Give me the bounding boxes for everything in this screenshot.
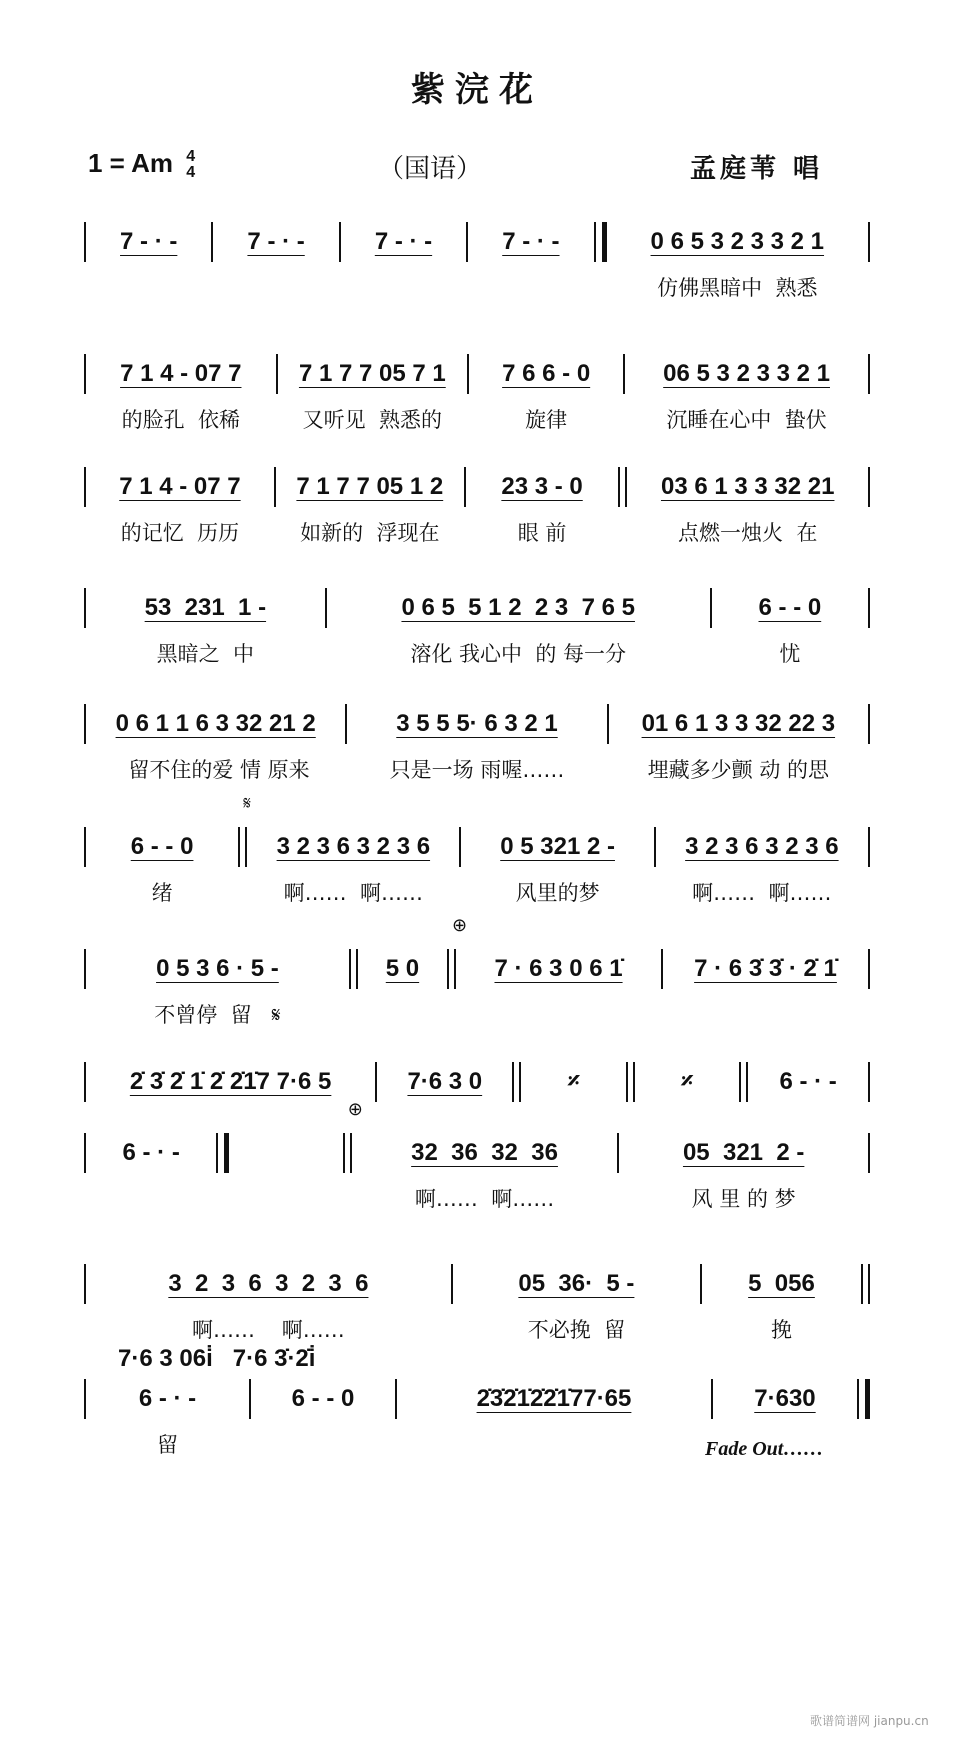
staff-row-5 <box>84 700 870 784</box>
measure <box>276 463 464 547</box>
measure-notes: 05 36· 5 - <box>518 1270 635 1297</box>
measure-notes: 7 6 6 - 0 <box>502 360 591 387</box>
measure <box>635 1058 739 1112</box>
measure <box>347 1099 618 1213</box>
measure <box>469 350 623 434</box>
measure <box>347 700 606 784</box>
measure <box>251 1375 395 1429</box>
staff-row-2 <box>84 350 870 434</box>
measure <box>341 218 466 272</box>
staff-row-10 <box>84 1260 870 1344</box>
measure <box>86 463 274 547</box>
measure-notes: 6 - - 0 <box>130 833 194 860</box>
song-title: 紫浣花 <box>411 70 543 110</box>
measure-lyric: 留 <box>156 1433 178 1457</box>
measure-notes: 7 1 4 - 07 7 <box>119 473 241 500</box>
measure-notes: 7 · 6 3̇ 3̇ · 2̇ 1̇ <box>694 955 837 982</box>
coda-icon: ⊕ <box>452 915 468 936</box>
measure <box>713 1375 857 1429</box>
double-barline <box>739 1062 748 1102</box>
staff-row-6 <box>84 793 870 907</box>
language-label: （国语） <box>378 154 483 184</box>
measure <box>461 823 653 907</box>
double-barline <box>343 1133 352 1173</box>
measure-notes: 03 6 1 3 3 32 21 <box>660 473 835 500</box>
measure-notes: 0 5 3 6 · 5 - <box>156 955 279 982</box>
measure <box>625 350 868 434</box>
measure-lyric: 忧 <box>779 642 801 666</box>
measure-notes: 53 231 1 - <box>144 594 267 621</box>
time-signature <box>186 149 195 181</box>
measure <box>452 915 661 999</box>
measure-notes: 0 5 321 2 - <box>500 833 615 860</box>
measure-lyric: 沉睡在心中 蛰伏 <box>666 408 827 432</box>
measure-lyric: 挽 <box>771 1318 792 1342</box>
measure-notes: 7 - · - <box>374 228 433 255</box>
measure-lyric: 啊…… 啊…… <box>283 881 423 905</box>
final-barline <box>594 222 607 262</box>
measure-notes: 6 - · - <box>779 1068 837 1095</box>
measure <box>521 1058 625 1112</box>
measure-notes: 5 0 <box>385 955 420 982</box>
measure <box>327 584 710 668</box>
measure-notes: 01 6 1 3 3 32 22 3 <box>641 710 836 737</box>
measure <box>86 1058 375 1112</box>
single-barline <box>868 949 870 989</box>
measure <box>466 463 619 547</box>
measure <box>213 218 338 272</box>
singer-label: 孟庭苇 唱 <box>690 154 824 184</box>
measure-notes: 3 5 5 5· 6 3 2 1 <box>396 710 558 737</box>
measure <box>229 1129 342 1183</box>
measure-notes: 3 2 3 6 3 2 3 6 <box>685 833 839 860</box>
measure-notes: 0 6 5 5 1 2 2 3 7 6 5 <box>401 594 635 621</box>
measure <box>358 945 447 999</box>
measure-notes: 7·6 3 0 <box>407 1068 483 1095</box>
double-barline <box>861 1264 870 1304</box>
measure-lyric: 不必挽 留 <box>527 1318 626 1342</box>
measure-lyric: 又听见 熟悉的 <box>302 408 443 432</box>
coda-icon: ⊕ <box>347 1099 363 1120</box>
measure-notes: 7 - · - <box>120 228 178 255</box>
measure <box>278 350 468 434</box>
measure-lyric: 啊…… 啊…… <box>414 1187 555 1211</box>
measure-lyric: 风 里 的 梦 <box>691 1187 796 1211</box>
measure-notes: 7 1 7 7 05 1 2 <box>296 473 444 500</box>
measure-notes: 06 5 3 2 3 3 2 1 <box>663 360 830 387</box>
measure <box>609 700 868 784</box>
staff-row-8 <box>84 1058 870 1112</box>
measure-lyric: 风里的梦 <box>515 881 600 905</box>
single-barline <box>868 1133 870 1173</box>
double-barline <box>512 1062 521 1102</box>
single-barline <box>868 222 870 262</box>
measure-notes: 6 - · - <box>122 1139 180 1166</box>
measure-notes: 𝄎 <box>567 1068 580 1095</box>
double-barline <box>618 467 627 507</box>
measure-notes: 23 3 - 0 <box>501 473 583 500</box>
single-barline <box>868 704 870 744</box>
staff-row-9 <box>84 1099 870 1213</box>
measure-notes <box>235 1129 336 1177</box>
measure-lyric: 留不住的爱 情 原来 <box>121 758 310 782</box>
measure-notes: 3 2 3 6 3 2 3 6 <box>276 833 431 860</box>
measure <box>86 218 211 272</box>
measure <box>748 1058 868 1112</box>
measure <box>712 584 868 668</box>
measure <box>86 1260 451 1344</box>
measure-notes: 7 1 7 7 05 7 1 <box>298 360 446 387</box>
measure <box>86 823 238 907</box>
measure-notes: 7 1 4 - 07 7 <box>120 360 242 387</box>
time-top: 4 <box>186 148 196 166</box>
measure-notes: 6 - · - <box>138 1385 197 1412</box>
measure-notes: 7·630 <box>754 1385 816 1412</box>
alternate-notes-line: 7·6 3 06i̇ 7·6 3̇·2̇i̇ <box>118 1345 316 1372</box>
measure-lyric: 不曾停 留 𝄋 <box>154 1003 281 1027</box>
measure-lyric: 绪 <box>151 881 173 905</box>
final-barline <box>216 1133 229 1173</box>
measure-lyric: 的记忆 历历 <box>120 521 240 545</box>
measure <box>607 218 868 302</box>
watermark: 歌谱简谱网 jianpu.cn <box>810 1714 929 1728</box>
key-signature <box>88 148 195 181</box>
staff-row-4 <box>84 584 870 668</box>
measure-notes: 0 6 5 3 2 3 3 2 1 <box>650 228 825 255</box>
measure-lyric: 的脸孔 依稀 <box>121 408 240 432</box>
measure-notes: 6 - - 0 <box>291 1385 355 1412</box>
measure-notes: 𝄎 <box>681 1068 693 1095</box>
time-bottom: 4 <box>186 164 196 182</box>
double-barline <box>238 827 247 867</box>
measure <box>663 945 868 999</box>
measure-notes: 2̇3̇2̇1̇2̇2̇1̇77·65 <box>476 1385 632 1412</box>
measure <box>86 1375 249 1459</box>
double-barline <box>626 1062 635 1102</box>
measure <box>86 700 345 784</box>
measure <box>86 584 325 668</box>
measure <box>702 1260 861 1344</box>
measure-notes: 3 2 3 6 3 2 3 6 <box>168 1270 369 1297</box>
staff-row-3 <box>84 463 870 547</box>
measure-lyric: 埋藏多少颤 动 的思 <box>647 758 829 782</box>
measure <box>86 945 349 1029</box>
measure-notes: 7 - · - <box>502 228 560 255</box>
measure <box>627 463 868 547</box>
measure-lyric: 黑暗之 中 <box>156 642 255 666</box>
measure-notes: 0 6 1 1 6 3 32 21 2 <box>115 710 316 737</box>
measure <box>453 1260 700 1344</box>
measure <box>377 1058 512 1112</box>
single-barline <box>868 354 870 394</box>
fade-out-label: Fade Out…… <box>705 1438 824 1460</box>
measure-lyric: 眼 前 <box>517 521 567 545</box>
measure <box>86 350 276 434</box>
measure-notes: 6 - - 0 <box>758 594 822 621</box>
measure-lyric: 点燃一烛火 在 <box>678 521 818 545</box>
measure-lyric: 旋律 <box>525 408 568 432</box>
segno-icon: 𝄋 <box>243 793 251 814</box>
measure-lyric: 只是一场 雨喔…… <box>389 758 565 782</box>
measure-lyric: 如新的 浮现在 <box>300 521 440 545</box>
measure-notes: 05 321 2 - <box>682 1139 805 1166</box>
measure <box>397 1375 711 1429</box>
measure <box>619 1129 868 1213</box>
measure-lyric: 溶化 我心中 的 每一分 <box>410 642 627 666</box>
measure-lyric: 啊…… 啊…… <box>192 1318 345 1342</box>
measure <box>656 823 868 907</box>
double-barline <box>447 949 456 989</box>
single-barline <box>868 588 870 628</box>
single-barline <box>868 467 870 507</box>
measure-lyric: 仿佛黑暗中 熟悉 <box>657 276 818 300</box>
staff-row-7 <box>84 915 870 1029</box>
measure-notes: 7 · 6 3 0 6 1̇ <box>494 955 623 982</box>
double-barline <box>349 949 358 989</box>
measure <box>468 218 593 272</box>
measure-notes: 2̇ 3̇ 2̇ 1̇ 2̇ 2̇1̇7 7·6 5 <box>129 1068 332 1095</box>
measure-notes: 32 36 32 36 <box>411 1139 558 1166</box>
measure-notes: 5 056 <box>748 1270 815 1297</box>
measure-notes: 7 - · - <box>247 228 305 255</box>
measure <box>86 1129 216 1183</box>
staff-row-1 <box>84 218 870 302</box>
key-label: 1 = Am <box>88 148 174 178</box>
single-barline <box>868 827 870 867</box>
measure-lyric: 啊…… 啊…… <box>692 881 832 905</box>
single-barline <box>868 1062 870 1102</box>
measure <box>243 793 459 907</box>
final-barline <box>857 1379 870 1419</box>
